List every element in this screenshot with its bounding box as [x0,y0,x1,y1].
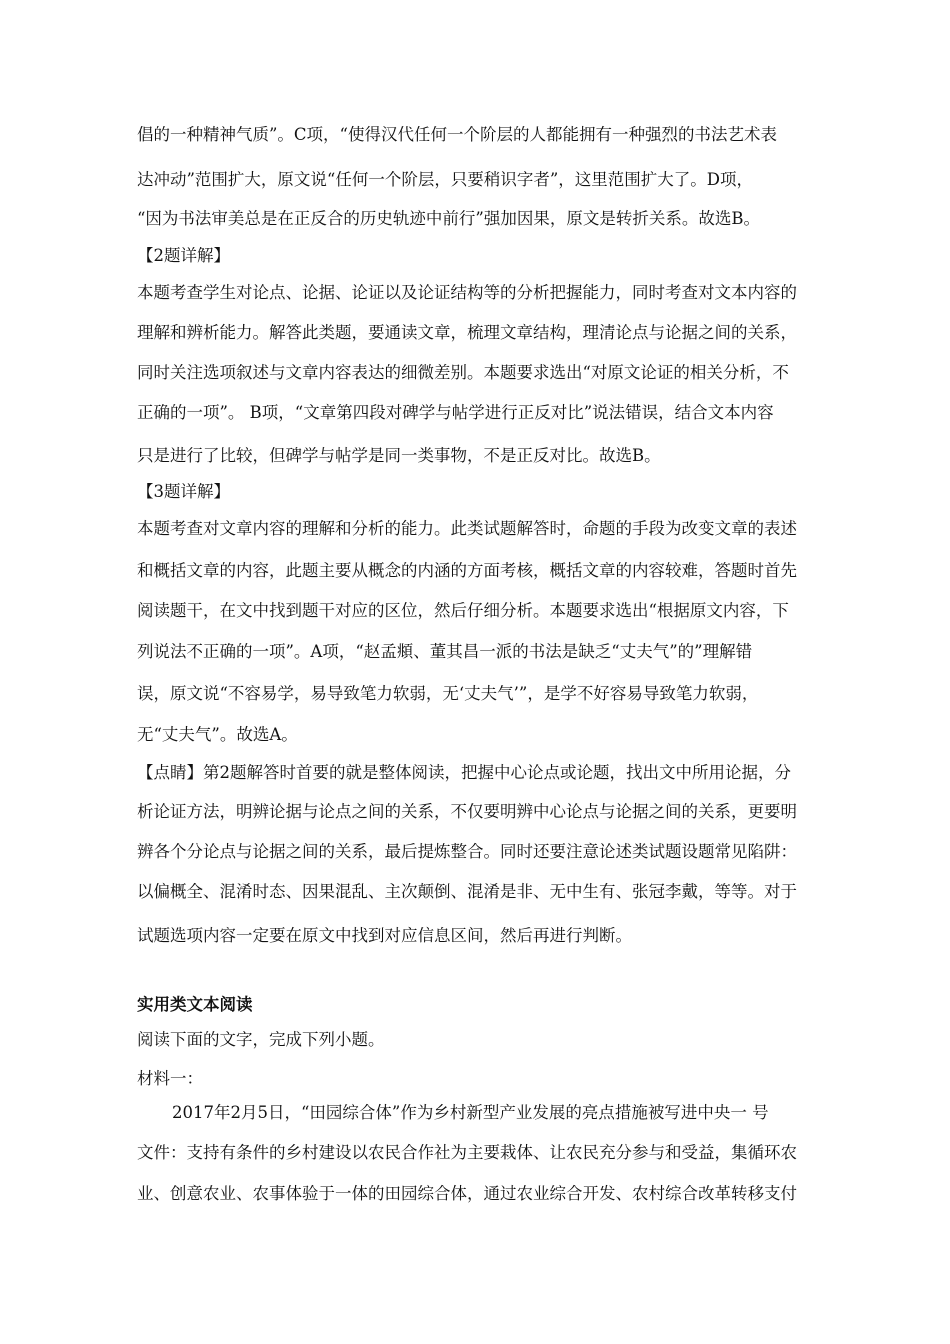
text-line: 阅读题干，在文中找到题干对应的区位，然后仔细分析。本题要求选出“根据原文内容，下 [137,601,789,620]
text-line: 同时关注选项叙述与文章内容表达的细微差别。本题要求选出“对原文论证的相关分析，不 [137,363,789,382]
text-line: 本题考查对文章内容的理解和分析的能力。此类试题解答时，命题的手段为改变文章的表述 [137,519,797,538]
text-line: “因为书法审美总是在正反合的历史轨迹中前行”强加因果，原文是转折关系。故选B。 [137,209,760,228]
instruction-line: 阅读下面的文字，完成下列小题。 [137,1030,385,1049]
text-line: 列说法不正确的一项”。A项，“赵孟頫、董其昌一派的书法是缺乏“丈夫气”的”理解错 [137,642,753,661]
text-line: 无“丈夫气”。故选A。 [137,725,298,744]
text-line: 倡的一种精神气质”。C项，“使得汉代任何一个阶层的人都能拥有一种强烈的书法艺术表 [137,125,777,144]
text-line: 误，原文说“不容易学，易导致笔力软弱，无‘丈夫气’”，是学不好容易导致笔力软弱， [137,684,759,703]
section-heading: 【2题详解】 [137,246,230,265]
text-line: 文件：支持有条件的乡村建设以农民合作社为主要栽体、让农民充分参与和受益，集循环农 [137,1143,797,1162]
text-line: 理解和辨析能力。解答此类题，要通读文章，梳理文章结构，理清论点与论据之间的关系， [137,323,797,342]
text-line: 本题考查学生对论点、论据、论证以及论证结构等的分析把握能力，同时考查对文本内容的 [137,283,797,302]
section-heading: 【3题详解】 [137,482,230,501]
text-line: 业、创意农业、农事体验于一体的田园综合体，通过农业综合开发、农村综合改革转移支付 [137,1184,797,1203]
text-line: 以偏概全、混淆时态、因果混乱、主次颠倒、混淆是非、无中生有、张冠李戴，等等。对于 [137,882,797,901]
text-line: 达冲动”范围扩大，原文说“任何一个阶层，只要稍识字者”，这里范围扩大了。D项， [137,170,754,189]
text-line: 和概括文章的内容，此题主要从概念的内涵的方面考核，概括文章的内容较难，答题时首先 [137,561,797,580]
text-line: 【点睛】第2题解答时首要的就是整体阅读，把握中心论点或论题，找出文中所用论据，分 [137,763,791,782]
text-line: 析论证方法，明辨论据与论点之间的关系，不仅要明辨中心论点与论据之间的关系，更要明 [137,802,797,821]
text-line: 只是进行了比较，但碑学与帖学是同一类事物，不是正反对比。故选B。 [137,446,661,465]
text-line: 试题选项内容一定要在原文中找到对应信息区间，然后再进行判断。 [137,926,632,945]
text-line: 2017年2月5日，“田园综合体”作为乡村新型产业发展的亮点措施被写进中央一 号 [172,1103,769,1122]
section-title: 实用类文本阅读 [137,995,253,1014]
text-line: 辨各个分论点与论据之间的关系，最后提炼整合。同时还要注意论述类试题设题常见陷阱： [137,842,797,861]
material-label: 材料一： [137,1069,203,1088]
text-line: 正确的一项”。 B项，“文章第四段对碑学与帖学进行正反对比”说法错误，结合文本内容 [137,403,774,422]
